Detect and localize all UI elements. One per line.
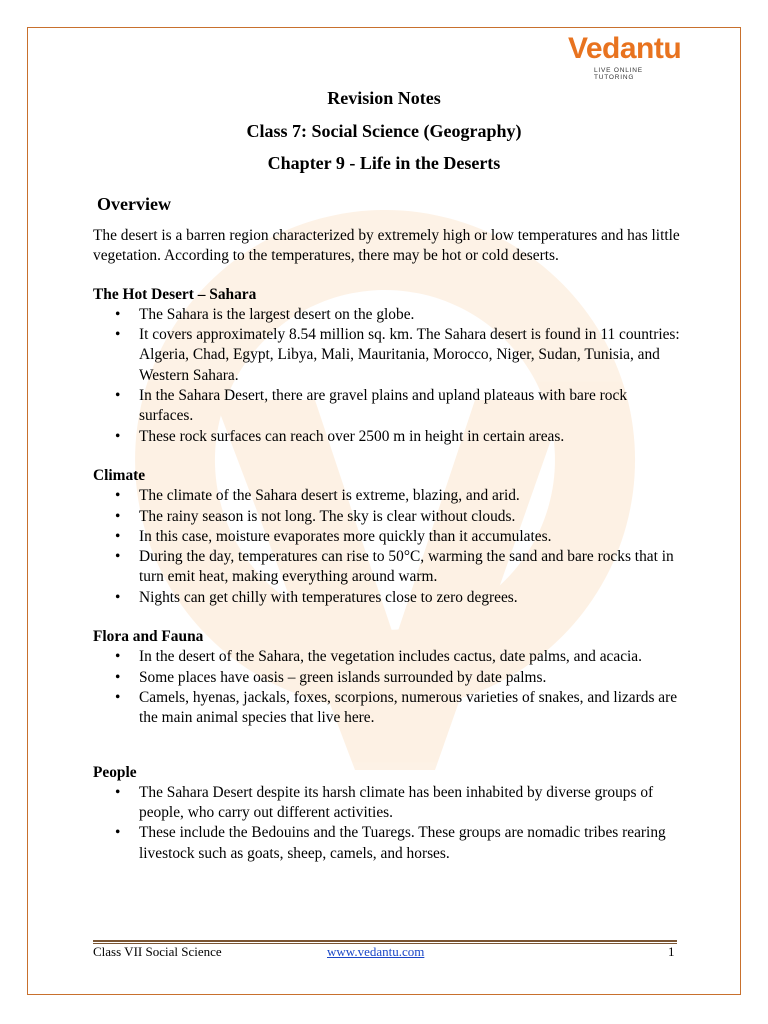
list-item: • These include the Bedouins and the Tuaregs. These groups are nomadic tribes rearing livestock such as goats, sheep, camels, and horses. — [93, 823, 683, 864]
list-item: • The climate of the Sahara desert is extreme, blazing, and arid. — [93, 486, 683, 506]
list-item: • Camels, hyenas, jackals, foxes, scorpions, numerous varieties of snakes, and lizards are the main animal species that live here. — [93, 688, 683, 729]
footer-divider — [93, 940, 677, 942]
list-item: • Some places have oasis – green islands surrounded by date palms. — [93, 668, 683, 688]
vedantu-logo — [568, 32, 684, 81]
people-heading: People — [93, 763, 137, 781]
overview-heading: Overview — [97, 194, 171, 214]
list-item: • The Sahara is the largest desert on the globe. — [93, 305, 683, 325]
chapter-title: Chapter 9 - Life in the Deserts — [267, 153, 501, 173]
list-item: • Nights can get chilly with temperatures close to zero degrees. — [93, 588, 683, 608]
footer-class-label: Class VII Social Science — [93, 944, 222, 959]
overview-paragraph: The desert is a barren region characterized by extremely high or low temperatures and has little vegetation. According to the temperatures, there may be hot or cold deserts. — [93, 227, 680, 265]
logo-tagline: LIVE ONLINE TUTORING — [594, 67, 643, 81]
document-body — [93, 226, 683, 864]
flora-fauna-heading: Flora and Fauna — [93, 628, 204, 646]
list-item: • The Sahara Desert despite its harsh climate has been inhabited by diverse groups of people, who carry out different activities. — [93, 783, 683, 824]
list-item: • In this case, moisture evaporates more quickly than it accumulates. — [93, 527, 683, 547]
list-item: • The rainy season is not long. The sky is clear without clouds. — [93, 507, 683, 527]
list-item: • In the Sahara Desert, there are gravel plains and upland plateaus with bare rock surfaces. — [93, 386, 683, 427]
hot-desert-list — [93, 305, 683, 447]
list-item: • In the desert of the Sahara, the vegetation includes cactus, date palms, and acacia. — [93, 647, 683, 667]
flora-fauna-list — [93, 647, 683, 728]
climate-heading: Climate — [93, 466, 146, 484]
list-item: • During the day, temperatures can rise to 50°C, warming the sand and bare rocks that in turn emit heat, making everything around warm. — [93, 547, 683, 588]
hot-desert-heading: The Hot Desert – Sahara — [93, 285, 257, 303]
page-number: 1 — [668, 944, 675, 959]
footer-website-link[interactable]: www.vedantu.com — [327, 944, 425, 959]
climate-list — [93, 486, 683, 608]
list-item: • It covers approximately 8.54 million sq. km. The Sahara desert is found in 11 countries: Algeria, Chad, Egypt, Libya, Mali, Mauritania, Morocco, Niger, Sudan, Tunisia, and Western Sahara. — [93, 325, 683, 386]
people-list — [93, 783, 683, 864]
document-title: Revision Notes — [327, 88, 441, 108]
list-item: • These rock surfaces can reach over 2500 m in height in certain areas. — [93, 427, 683, 447]
logo-name: Vedantu — [568, 32, 682, 65]
document-subtitle: Class 7: Social Science (Geography) — [246, 121, 522, 141]
